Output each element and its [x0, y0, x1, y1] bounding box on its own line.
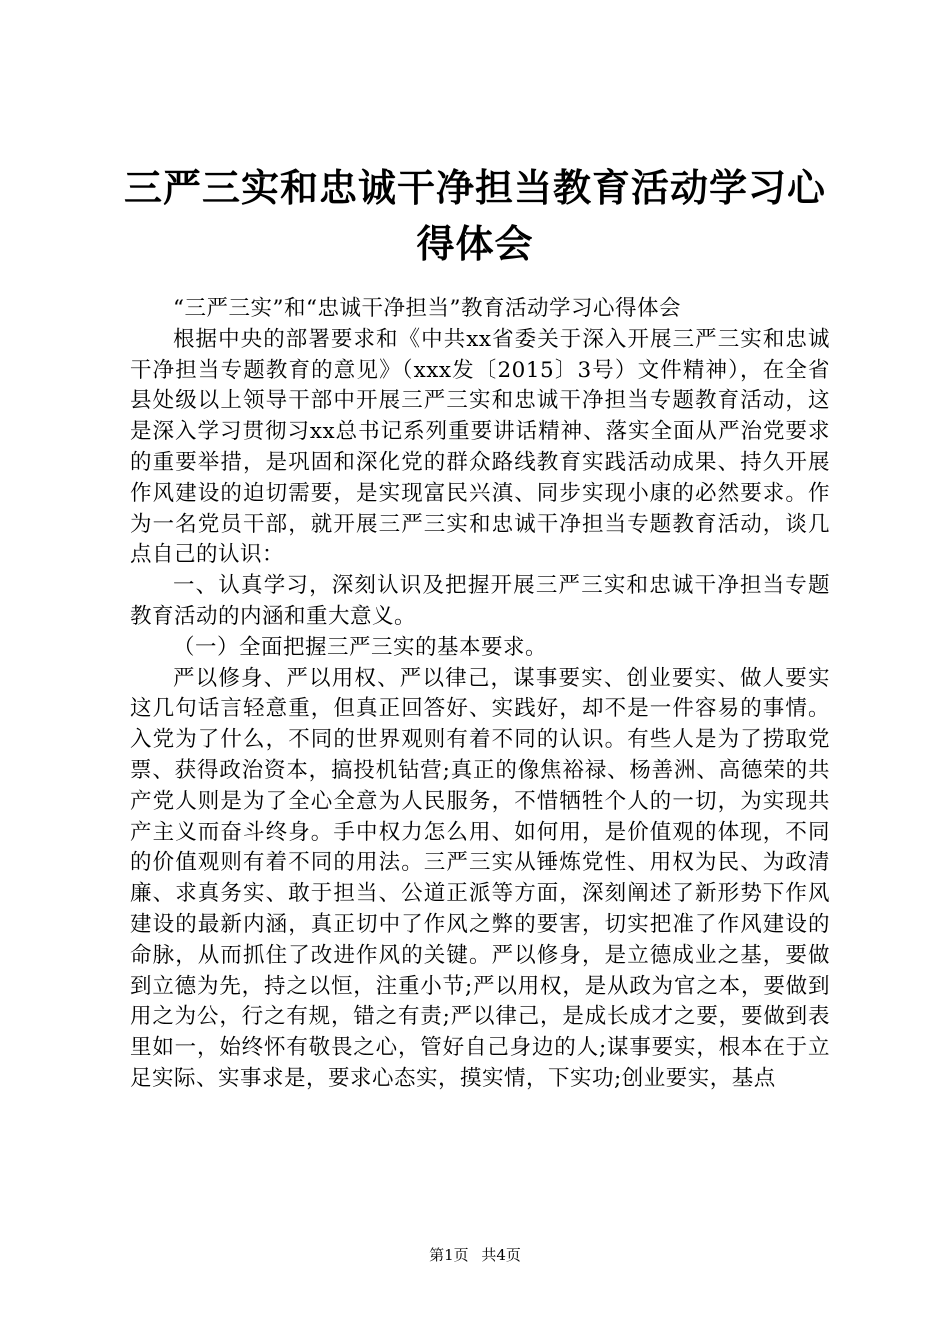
body-paragraph: “三严三实”和“忠诚干净担当”教育活动学习心得体会: [173, 296, 681, 321]
page-total: 共4页: [481, 1246, 521, 1264]
body-paragraph: 一、认真学习，深刻认识及把握开展三严三实和忠诚干净担当专题教育活动的内涵和重大意义。: [130, 573, 830, 629]
document-body: [130, 294, 830, 1095]
body-paragraph: 根据中央的部署要求和《中共xx省委关于深入开展三严三实和忠诚干净担当专题教育的意见》（xxx发〔2015〕3号）文件精神），在全省县处级以上领导干部中开展三严三实和忠诚干净担当专题教育活动，这是深入学习贯彻习xx总书记系列重要讲话精神、落实全面从严治党要求的重要举措，是巩固和深化党的群众路线教育实践活动成果、持久开展作风建设的迫切需要，是实现富民兴滇、同步实现小康的必然要求。作为一名党员干部，就开展三严三实和忠诚干净担当专题教育活动，谈几点自己的认识：: [130, 326, 830, 568]
page-footer: [0, 1244, 950, 1265]
document-title: 三严三实和忠诚干净担当教育活动学习心得体会: [123, 165, 826, 266]
page-number: 第1页: [429, 1246, 469, 1264]
body-paragraph: 严以修身、严以用权、严以律己，谋事要实、创业要实、做人要实这几句话言轻意重，但真正回答好、实践好，却不是一件容易的事情。入党为了什么，不同的世界观则有着不同的认识。有些人是为了捞取党票、获得政治资本，搞投机钻营;真正的像焦裕禄、杨善洲、高德荣的共产党人则是为了全心全意为人民服务，不惜牺牲个人的一切，为实现共产主义而奋斗终身。手中权力怎么用、如何用，是价值观的体现，不同的价值观则有着不同的用法。三严三实从锤炼党性、用权为民、为政清廉、求真务实、敢于担当、公道正派等方面，深刻阐述了新形势下作风建设的最新内涵，真正切中了作风之弊的要害，切实把准了作风建设的命脉，从而抓住了改进作风的关键。严以修身，是立德成业之基，要做到立德为先，持之以恒，注重小节;严以用权，是从政为官之本，要做到用之为公，行之有规，错之有责;严以律己，是成长成才之要，要做到表里如一，始终怀有敬畏之心，管好自己身边的人;谋事要实，根本在于立足实际、实事求是，要求心态实，摸实情，下实功;创业要实，基点: [130, 665, 830, 1091]
body-paragraph: （一）全面把握三严三实的基本要求。: [173, 634, 548, 660]
